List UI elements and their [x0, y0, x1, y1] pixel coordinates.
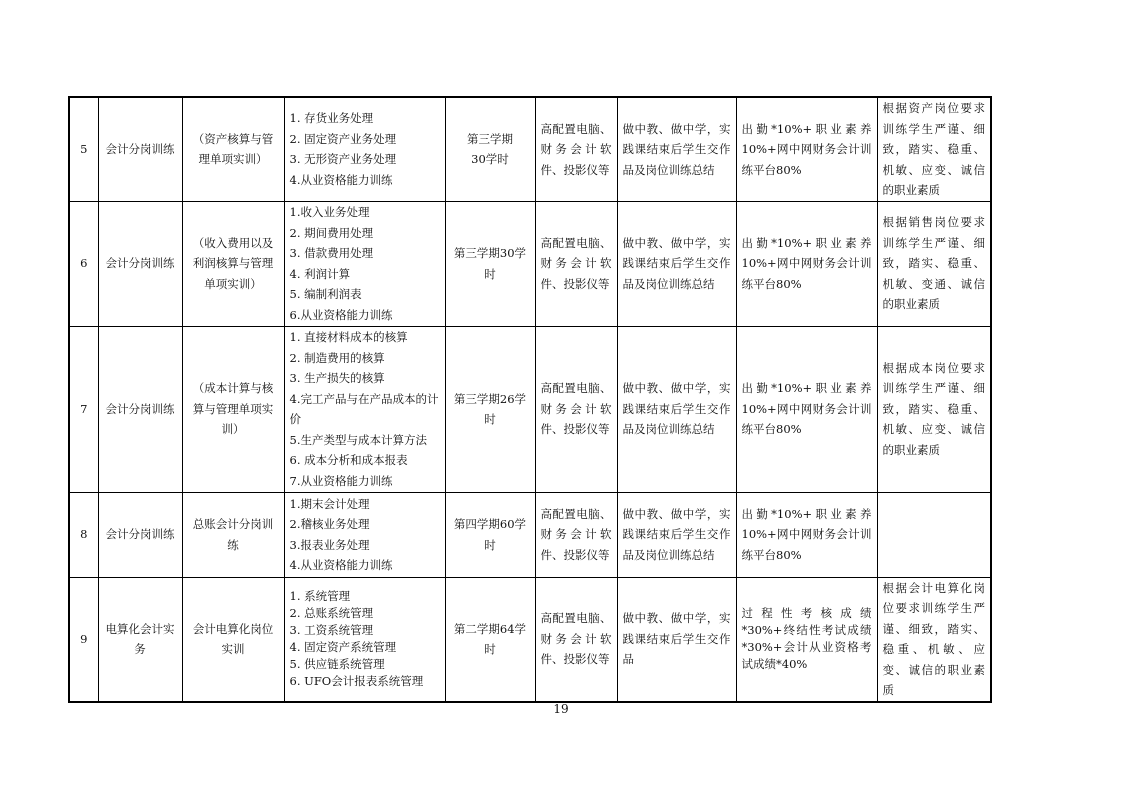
task-item: 4.从业资格能力训练 [289, 172, 393, 187]
equipment: 高配置电脑、财务会计软件、投影仪等 [535, 201, 617, 326]
row-number: 9 [69, 577, 98, 702]
quality-goal [877, 492, 991, 577]
quality-goal: 根据成本岗位要求训练学生严谨、细致，踏实、稳重、机敏、应变、诚信的职业素质 [877, 326, 991, 492]
module-name: 电算化会计实务 [98, 577, 182, 702]
task-list [284, 492, 445, 577]
task-item: 1. 存货业务处理 [289, 111, 374, 126]
module-name: 会计分岗训练 [98, 97, 182, 201]
module-name: 会计分岗训练 [98, 492, 182, 577]
task-item: 1.收入业务处理 [289, 205, 370, 219]
table-row [69, 492, 991, 577]
teaching-method: 做中教、做中学，实践课结束后学生交作品及岗位训练总结 [617, 97, 736, 201]
task-list [284, 577, 445, 702]
term-hours: 第三学期30学时 [445, 201, 535, 326]
training-content: 会计电算化岗位实训 [182, 577, 284, 702]
task-item: 1. 系统管理 [289, 589, 351, 603]
table-body [69, 97, 991, 702]
table-row [69, 326, 991, 492]
task-item: 3. 生产损失的核算 [289, 371, 385, 385]
assessment: 过程性考核成绩*30%+终结性考试成绩*30%+会计从业资格考试成绩*40% [736, 577, 877, 702]
training-content: （收入费用以及利润核算与管理单项实训） [182, 201, 284, 326]
task-item: 1.期末会计处理 [289, 496, 370, 511]
task-list [284, 97, 445, 201]
task-item: 4.从业资格能力训练 [289, 558, 393, 572]
task-item: 2.稽核业务处理 [289, 517, 370, 531]
assessment: 出勤*10%+职业素养10%+网中网财务会计训练平台80% [736, 201, 877, 326]
table-row [69, 201, 991, 326]
term-hours: 第三学期26学时 [445, 326, 535, 492]
term-hours: 第四学期60学时 [445, 492, 535, 577]
task-item: 2. 期间费用处理 [289, 225, 374, 240]
row-number: 6 [69, 201, 98, 326]
equipment: 高配置电脑、财务会计软件、投影仪等 [535, 492, 617, 577]
row-number: 8 [69, 492, 98, 577]
quality-goal: 根据会计电算化岗位要求训练学生严谨、细致，踏实、稳重、机敏、应变、诚信的职业素质 [877, 577, 991, 702]
assessment: 出勤*10%+职业素养10%+网中网财务会计训练平台80% [736, 326, 877, 492]
assessment: 出勤*10%+职业素养10%+网中网财务会计训练平台80% [736, 492, 877, 577]
module-name: 会计分岗训练 [98, 201, 182, 326]
task-item: 4. 利润计算 [289, 266, 351, 281]
training-content: 总账会计分岗训练 [182, 492, 284, 577]
task-item: 5. 编制利润表 [289, 287, 362, 301]
teaching-method: 做中教、做中学，实践课结束后学生交作品及岗位训练总结 [617, 326, 736, 492]
teaching-method: 做中教、做中学，实践课结束后学生交作品 [617, 577, 736, 702]
task-item: 3.报表业务处理 [289, 537, 370, 552]
table-row [69, 97, 991, 201]
teaching-method: 做中教、做中学，实践课结束后学生交作品及岗位训练总结 [617, 201, 736, 326]
quality-goal: 根据资产岗位要求训练学生严谨、细致，踏实、稳重、机敏、应变、诚信的职业素质 [877, 97, 991, 201]
training-table [68, 96, 992, 703]
task-item: 5.生产类型与成本计算方法 [289, 432, 427, 447]
task-item: 3. 工资系统管理 [289, 623, 374, 637]
quality-goal: 根据销售岗位要求训练学生严谨、细致，踏实、稳重、机敏、变通、诚信的职业素质 [877, 201, 991, 326]
task-item: 1. 直接材料成本的核算 [289, 330, 408, 344]
task-item: 4. 固定资产系统管理 [289, 640, 397, 654]
equipment: 高配置电脑、财务会计软件、投影仪等 [535, 326, 617, 492]
module-name: 会计分岗训练 [98, 326, 182, 492]
row-number: 5 [69, 97, 98, 201]
task-list [284, 201, 445, 326]
task-item: 5. 供应链系统管理 [289, 657, 385, 671]
task-item: 3. 借款费用处理 [289, 246, 374, 260]
task-item: 6. 成本分析和成本报表 [289, 453, 408, 467]
assessment: 出勤*10%+职业素养10%+网中网财务会计训练平台80% [736, 97, 877, 201]
task-item: 2. 制造费用的核算 [289, 350, 385, 365]
task-list [284, 326, 445, 492]
task-item: 2. 固定资产业务处理 [289, 131, 397, 146]
task-item: 2. 总账系统管理 [289, 606, 374, 620]
term-hours: 第二学期64学时 [445, 577, 535, 702]
row-number: 7 [69, 326, 98, 492]
task-item: 6.从业资格能力训练 [289, 307, 393, 322]
task-item: 4.完工产品与在产品成本的计价 [289, 391, 439, 426]
term-hours: 第三学期 30学时 [445, 97, 535, 201]
task-item: 7.从业资格能力训练 [289, 473, 393, 488]
table-row [69, 577, 991, 702]
equipment: 高配置电脑、财务会计软件、投影仪等 [535, 97, 617, 201]
task-item: 3. 无形资产业务处理 [289, 152, 397, 167]
task-item: 6. UFO会计报表系统管理 [289, 674, 424, 688]
training-content: （成本计算与核算与管理单项实训） [182, 326, 284, 492]
training-content: （资产核算与管理单项实训） [182, 97, 284, 201]
equipment: 高配置电脑、财务会计软件、投影仪等 [535, 577, 617, 702]
teaching-method: 做中教、做中学，实践课结束后学生交作品及岗位训练总结 [617, 492, 736, 577]
page-number: 19 [553, 702, 569, 716]
